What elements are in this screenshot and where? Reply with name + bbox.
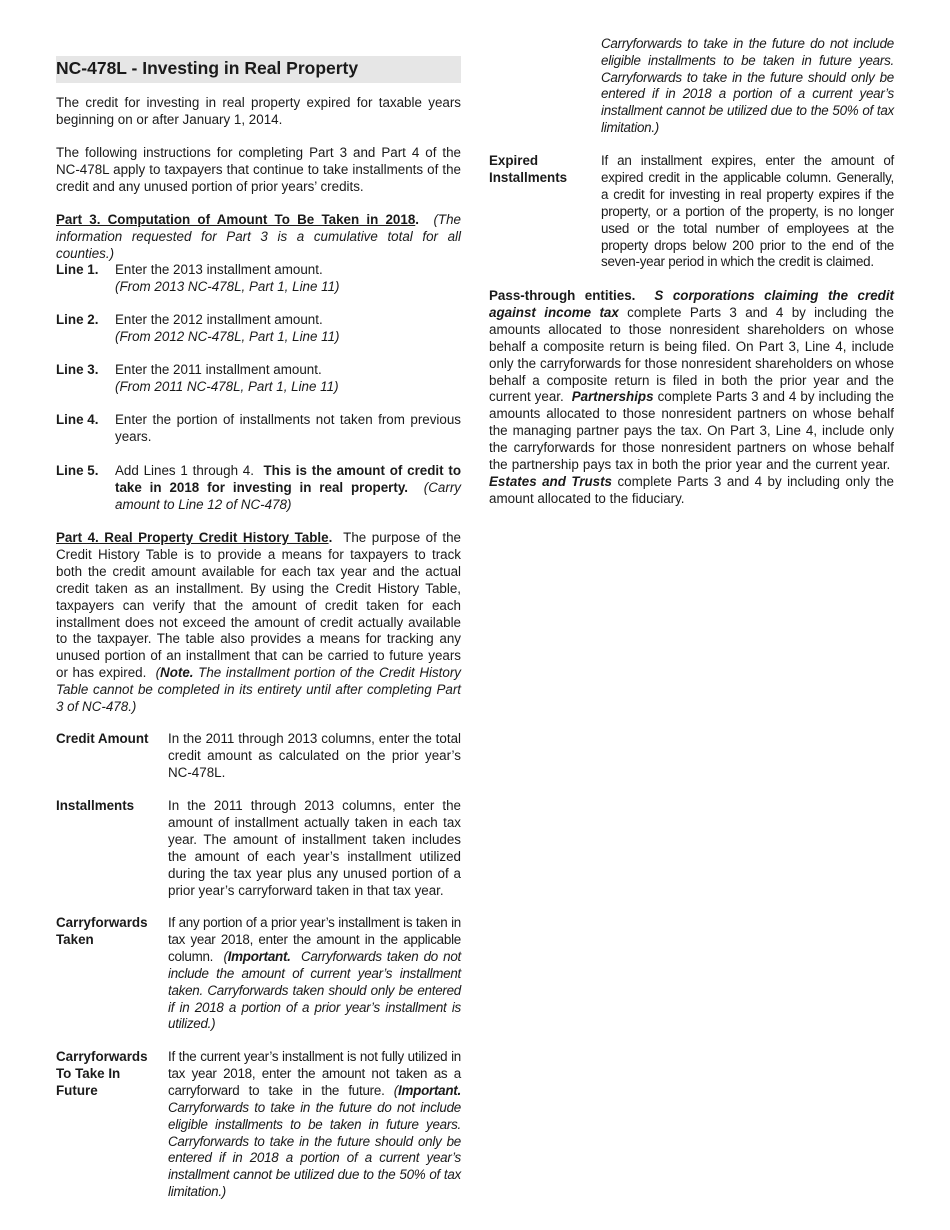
passthrough-block (489, 288, 894, 508)
def-text: If the current year’s installment is not fully utilized in tax year 2018, enter the amount not taken as a carryforward to take in the future. (Important. Carryforwards to take in the future do not include eligible installments to be taken in future years. Carryforwards to take in the future should only be entered if in 2018 a portion of a current year’s installment cannot be utilized due to the 50% of tax limitation.) (168, 1049, 461, 1200)
line-text: Enter the 2012 installment amount. (115, 312, 323, 327)
def-carryforwards-future-continued: Carryforwards to take in the future do not include eligible installments to be taken in future years. Carryforwards to take in the future should only be entered if in 2018 a portion of a current year’s installment cannot be utilized due to the 50% of tax limitation.) (601, 35, 894, 136)
def-term: Carryforwards Taken (56, 915, 148, 947)
part4-block: Part 4. Real Property Credit History Table. The purpose of the Credit History Table is to provide a means for taxpayers to track both the credit amount available for each tax year and the actual credit taken as an installment. By using the Credit History Table, taxpayers can verify that the amount of credit taken for each installment does not exceed the amount of credit actually available to the taxpayer. The table also provides a means for tracking any unused portion of an installment that can be carried to future years or has expired. (Note. The installment portion of the Credit History Table cannot be completed in its entirety until after completing Part 3 of NC-478.) (56, 530, 461, 715)
part3-heading-block: Part 3. Computation of Amount To Be Taken in 2018. (The information requested for Part 3 is a cumulative total for all counties.) (56, 212, 461, 261)
line-source: (From 2012 NC-478L, Part 1, Line 11) (115, 328, 340, 344)
partnerships-text: complete Parts 3 and 4 by including the amounts allocated to those nonresident partners on whose behalf the managing partner pays the tax. On Part 3, Line 4, include only the carryforwards for those nonresident partners on whose behalf the partnership pays tax in both the prior year and the current year. (489, 389, 894, 473)
page-title: NC-478L - Investing in Real Property (56, 56, 461, 83)
intro-paragraph-2: The following instructions for completing Part 3 and Part 4 of the NC-478L apply to taxpayers that continue to take installments of the credit and any unused portion of prior years’ credits. (56, 145, 461, 194)
def-term: Credit Amount (56, 731, 149, 746)
line-label: Line 5. (56, 463, 99, 478)
part3-note: (The information requested for Part 3 is a cumulative total for all counties.) (56, 212, 461, 261)
part4-body: The purpose of the Credit History Table is to provide a means for taxpayers to track both the credit amount available for each tax year and the actual credit taken as an installment. By using the Credit History Table, taxpayers can verify that the amount of credit taken for each installment does not exceed the amount of credit actually available to the taxpayer. The table also provides a means for tracking any unused portion of an installment that can be carried to future years or has expired. (56, 530, 461, 681)
def-text: In the 2011 through 2013 columns, enter the amount of installment actually taken in each tax year. The amount of installment taken includes the amount of each year’s installment utilized during the tax year plus any unused portion of a prior year’s carryforward taken in that tax year. (168, 798, 461, 898)
part3-heading: Part 3. Computation of Amount To Be Taken in 2018 (56, 212, 416, 227)
line-label: Line 4. (56, 412, 99, 427)
estates-label: Estates and Trusts (489, 473, 613, 489)
partnerships-label: Partnerships (571, 389, 654, 405)
s-corp-label: S corporations claiming the credit against income tax (489, 288, 894, 320)
line-text: Add Lines 1 through 4. This is the amount of credit to take in 2018 for investing in real property. (Carry amount to Line 12 of NC-478) (115, 463, 461, 512)
def-text: If any portion of a prior year’s installment is taken in tax year 2018, enter the amount in the applicable column. (Important. Carryforwards taken do not include the amount of current year’s installment taken. Carryforwards taken should only be entered if in 2018 a portion of a prior year’s installment is utilized.) (168, 915, 461, 1032)
passthrough-heading: Pass-through entities. (489, 288, 636, 303)
line-label: Line 2. (56, 312, 99, 327)
part4-note-label: Note. (160, 665, 194, 681)
def-term: Installments (56, 798, 135, 813)
def-term: Expired Installments (489, 153, 568, 185)
def-text: If an installment expires, enter the amount of expired credit in the applicable column. Generally, a credit for investing in real property expires if the property, or a portion of the property, is no longer used or the total number of employees at the property drops below 200 prior to the end of the seven-year period in which the credit is claimed. (601, 153, 894, 270)
part4-note-text: The installment portion of the Credit History Table cannot be completed in its entirety until after completing Part 3 of NC-478.) (56, 665, 461, 715)
line-label: Line 1. (56, 262, 99, 277)
line-source: (From 2013 NC-478L, Part 1, Line 11) (115, 278, 340, 294)
intro-paragraph-1: The credit for investing in real property expired for taxable years beginning on or after January 1, 2014. (56, 95, 461, 127)
line-text: Enter the 2011 installment amount. (115, 362, 322, 377)
line-source: (From 2011 NC-478L, Part 1, Line 11) (115, 378, 339, 394)
part4-heading: Part 4. Real Property Credit History Table (56, 530, 329, 545)
def-term: Carryforwards To Take In Future (56, 1049, 148, 1098)
line-text: Enter the 2013 installment amount. (115, 262, 323, 277)
line-label: Line 3. (56, 362, 99, 377)
s-corp-text: complete Parts 3 and 4 by including the amounts allocated to those nonresident shareholders on whose behalf a composite return is being filed. On Part 3, Line 4, include only the carryforwards for those nonresident shareholders on whose behalf a composite return is filed in both the prior year and the current year. (489, 304, 894, 405)
line-text: Enter the portion of installments not taken from previous years. (115, 412, 461, 444)
def-text: In the 2011 through 2013 columns, enter the total credit amount as calculated on the prior year’s NC-478L. (168, 731, 461, 780)
estates-text: complete Parts 3 and 4 by including only the amount allocated to the fiduciary. (489, 473, 894, 506)
